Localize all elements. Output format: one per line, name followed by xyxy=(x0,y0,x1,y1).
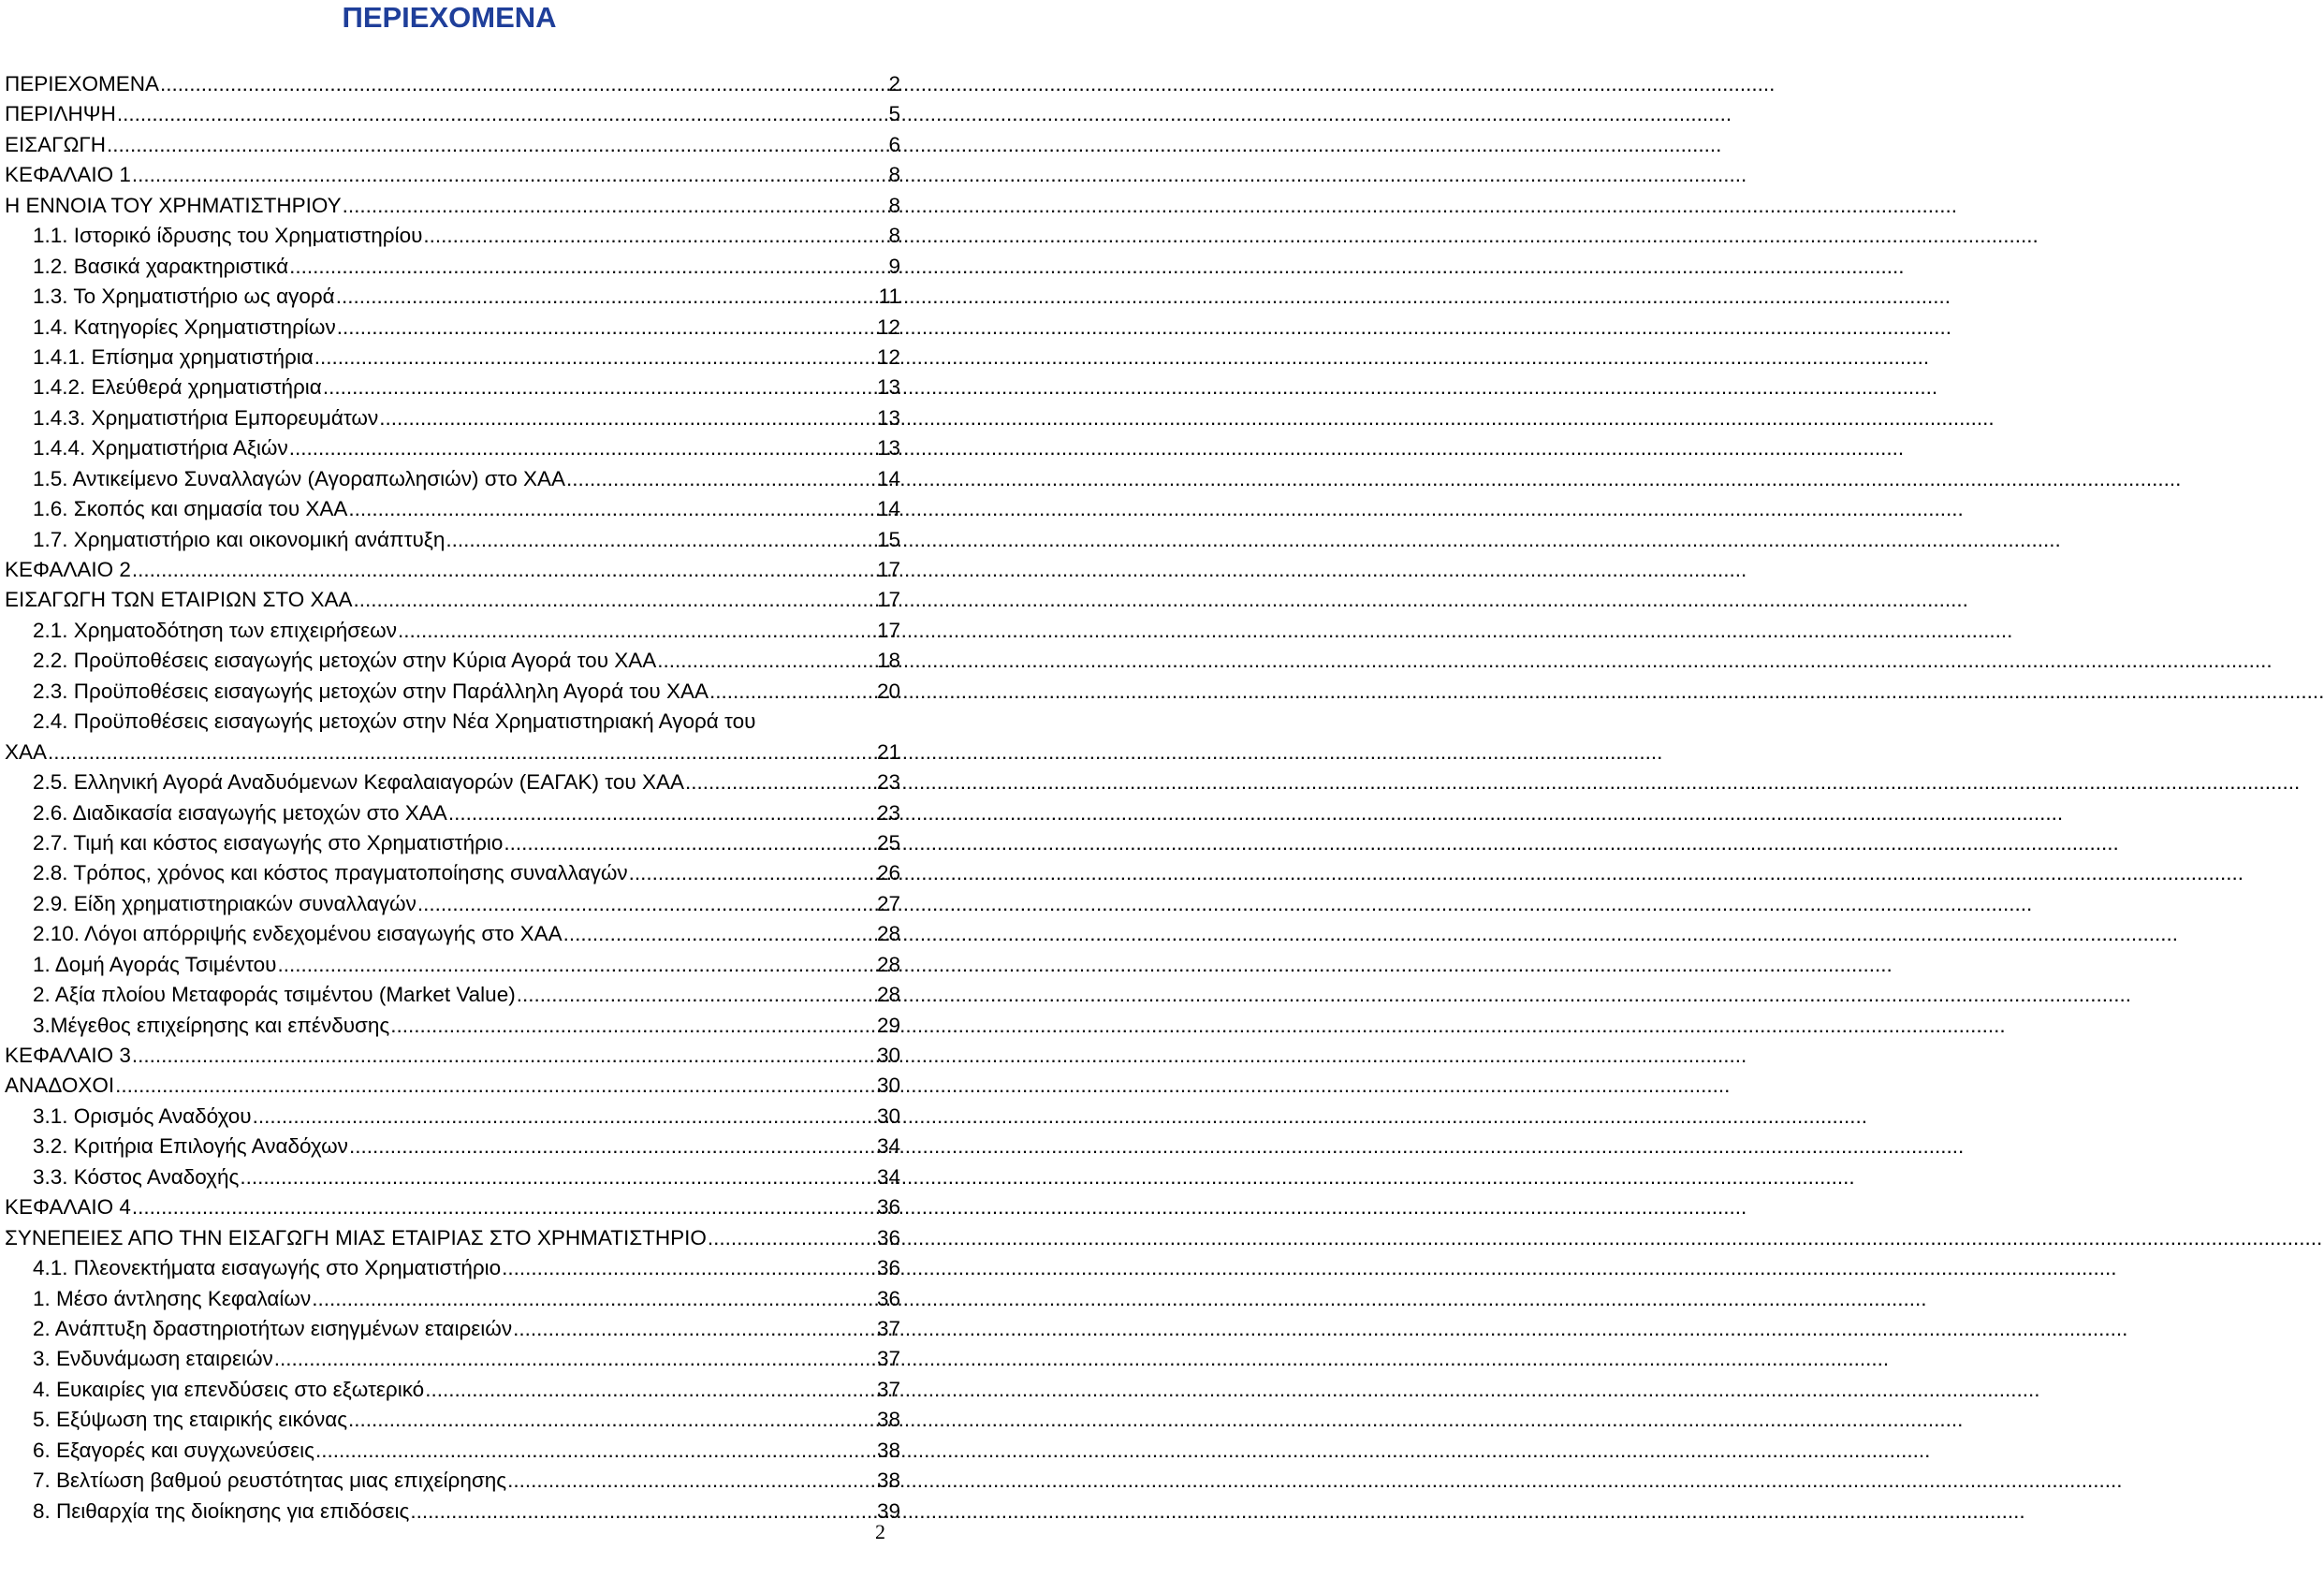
toc-entry[interactable] xyxy=(5,1192,900,1222)
toc-entry-page: 38 xyxy=(876,1438,900,1462)
toc-entry-title: 2.8. Τρόπος, χρόνος και κόστος πραγματοποίησης συναλλαγών xyxy=(33,861,628,885)
toc-entry[interactable] xyxy=(5,585,900,615)
toc-entry[interactable] xyxy=(5,677,900,707)
toc-entry-page: 26 xyxy=(876,861,900,885)
toc-entry-title: 2.3. Προϋποθέσεις εισαγωγής μετοχών στην Παράλληλη Αγορά του ΧΑΑ xyxy=(33,679,709,703)
toc-dot-leader xyxy=(132,1192,876,1222)
toc-dot-leader xyxy=(513,1314,876,1344)
toc-entry-page: 37 xyxy=(876,1316,900,1340)
toc-entry-page: 28 xyxy=(876,922,900,946)
toc-entry[interactable] xyxy=(5,160,900,190)
toc-entry[interactable] xyxy=(5,494,900,524)
toc-dot-leader xyxy=(502,1253,876,1283)
toc-entry[interactable] xyxy=(5,798,900,828)
toc-dot-leader xyxy=(343,191,888,221)
toc-entry-title: 1.1. Ιστορικό ίδρυσης του Χρηματιστηρίου xyxy=(33,224,423,248)
toc-entry-title: 1.2. Βασικά χαρακτηριστικά xyxy=(33,254,289,278)
toc-entry-title: 3. Ενδυνάμωση εταιρειών xyxy=(33,1347,273,1371)
toc-entry-title: 4.1. Πλεονεκτήματα εισαγωγής στο Χρηματιστήριο xyxy=(33,1256,502,1280)
toc-dot-leader xyxy=(323,373,876,402)
toc-entry-page: 36 xyxy=(876,1195,900,1220)
toc-entry[interactable] xyxy=(5,1314,900,1344)
toc-entry[interactable] xyxy=(5,464,900,494)
toc-entry-title: 2.1. Χρηματοδότηση των επιχειρήσεων xyxy=(33,618,398,642)
toc-entry-page: 17 xyxy=(876,558,900,581)
toc-entry-page: 13 xyxy=(876,436,900,460)
page-title: ΠΕΡΙΕΧΟΜΕΝΑ xyxy=(342,1,557,34)
toc-entry-page: 23 xyxy=(876,770,900,795)
toc-entry[interactable] xyxy=(5,1223,900,1253)
toc-entry-page: 17 xyxy=(876,588,900,612)
toc-entry[interactable] xyxy=(5,707,900,737)
toc-dot-leader xyxy=(657,646,876,676)
toc-entry[interactable] xyxy=(5,130,900,160)
toc-entry-page: 2 xyxy=(888,72,900,95)
toc-dot-leader xyxy=(274,1344,876,1374)
toc-entry-page: 18 xyxy=(876,649,900,673)
toc-dot-leader xyxy=(107,130,887,160)
toc-entry-title: 1. Δομή Αγοράς Τσιμέντου xyxy=(33,952,277,976)
toc-entry-title: 2.5. Ελληνική Αγορά Αναδυόμενων Κεφαλαιαγορών (ΕΑΓΑΚ) του ΧΑΑ xyxy=(33,770,684,795)
toc-entry-title: ΕΙΣΑΓΩΓΗ xyxy=(5,132,107,156)
toc-entry[interactable] xyxy=(5,282,900,312)
toc-entry-page: 28 xyxy=(876,952,900,976)
toc-entry-page: 34 xyxy=(876,1164,900,1189)
toc-entry-title: ΚΕΦΑΛΑΙΟ 2 xyxy=(5,558,131,581)
toc-entry-page: 36 xyxy=(876,1256,900,1280)
toc-dot-leader xyxy=(390,1011,876,1041)
toc-dot-leader xyxy=(48,738,876,767)
toc-entry-page: 6 xyxy=(888,132,900,156)
toc-entry-page: 25 xyxy=(876,830,900,855)
toc-entry-page: 28 xyxy=(876,983,900,1007)
toc-dot-leader xyxy=(563,919,876,949)
toc-entry[interactable] xyxy=(5,1041,900,1071)
toc-dot-leader xyxy=(117,99,888,129)
toc-entry-page: 27 xyxy=(876,891,900,915)
toc-entry-title: 7. Βελτίωση βαθμού ρευστότητας μιας επιχείρησης xyxy=(33,1468,507,1493)
toc-entry-page: 37 xyxy=(876,1377,900,1401)
toc-entry-page: 13 xyxy=(876,405,900,430)
toc-entry-page: 29 xyxy=(876,1013,900,1037)
toc-dot-leader xyxy=(160,69,887,99)
toc-entry-title: 4. Ευκαιρίες για επενδύσεις στο εξωτερικό xyxy=(33,1377,425,1401)
toc-entry[interactable] xyxy=(5,252,900,282)
toc-entry-title: 2.2. Προϋποθέσεις εισαγωγής μετοχών στην Κύρια Αγορά του ΧΑΑ xyxy=(33,649,657,673)
toc-entry-title: ΚΕΦΑΛΑΙΟ 3 xyxy=(5,1044,131,1067)
toc-entry-page: 21 xyxy=(876,739,900,764)
toc-entry-title: ΣΥΝΕΠΕΙΕΣ ΑΠΟ ΤΗΝ ΕΙΣΑΓΩΓΗ ΜΙΑΣ ΕΤΑΙΡΙΑΣ ΣΤΟ ΧΡΗΜΑΤΙΣΤΗΡΙΟ xyxy=(5,1225,707,1249)
toc-entry-title: 2. Ανάπτυξη δραστηριοτήτων εισηγμένων εταιρειών xyxy=(33,1316,513,1340)
toc-entry[interactable] xyxy=(5,403,900,433)
toc-dot-leader xyxy=(410,1497,876,1527)
toc-entry[interactable] xyxy=(5,1466,900,1496)
toc-dot-leader xyxy=(312,1284,876,1314)
toc-entry-title: 3.1. Ορισμός Αναδόχου xyxy=(33,1103,252,1128)
toc-entry-page: 36 xyxy=(876,1286,900,1310)
toc-entry[interactable] xyxy=(5,1102,900,1132)
toc-entry-title: ΧΑΑ xyxy=(5,739,48,764)
toc-entry-page: 37 xyxy=(876,1347,900,1371)
toc-entry-title: 2.9. Είδη χρηματιστηριακών συναλλαγών xyxy=(33,891,417,915)
toc-entry[interactable] xyxy=(5,1436,900,1466)
document-page xyxy=(0,0,899,1578)
toc-dot-leader xyxy=(349,1132,876,1162)
toc-dot-leader xyxy=(398,616,876,646)
toc-entry-title: 3.3. Κόστος Αναδοχής xyxy=(33,1164,240,1189)
toc-dot-leader xyxy=(566,464,876,494)
toc-dot-leader xyxy=(417,889,876,919)
toc-entry-page: 30 xyxy=(876,1103,900,1128)
toc-entry[interactable] xyxy=(5,616,900,646)
toc-entry[interactable] xyxy=(5,343,900,373)
toc-dot-leader xyxy=(423,221,887,251)
toc-entry[interactable] xyxy=(5,191,900,221)
toc-dot-leader xyxy=(709,677,876,707)
toc-entry-title: 1.6. Σκοπός και σημασία του ΧΑΑ xyxy=(33,497,348,521)
toc-dot-leader xyxy=(504,828,876,858)
toc-entry-page: 13 xyxy=(876,375,900,400)
toc-entry-page: 38 xyxy=(876,1408,900,1432)
toc-entry[interactable] xyxy=(5,889,900,919)
toc-entry[interactable] xyxy=(5,433,900,463)
toc-entry[interactable] xyxy=(5,767,900,797)
toc-dot-leader xyxy=(348,494,876,524)
toc-dot-leader xyxy=(132,1041,876,1071)
toc-entry-page: 8 xyxy=(888,224,900,248)
toc-dot-leader xyxy=(517,980,876,1010)
toc-dot-leader xyxy=(348,1405,876,1435)
toc-dot-leader xyxy=(277,950,876,980)
toc-dot-leader xyxy=(379,403,876,433)
toc-entry-title: ΕΙΣΑΓΩΓΗ ΤΩΝ ΕΤΑΙΡΙΩΝ ΣΤΟ ΧΑΑ xyxy=(5,588,353,612)
table-of-contents xyxy=(5,69,900,1527)
toc-entry-title: 1.4.2. Ελεύθερά χρηματιστήρια xyxy=(33,375,322,400)
toc-entry-page: 5 xyxy=(888,102,900,126)
toc-entry[interactable] xyxy=(5,221,900,251)
toc-dot-leader xyxy=(336,282,878,312)
toc-dot-leader xyxy=(425,1375,876,1405)
toc-dot-leader xyxy=(507,1466,876,1496)
toc-dot-leader xyxy=(132,555,876,585)
toc-entry[interactable] xyxy=(5,1162,900,1192)
toc-dot-leader xyxy=(685,767,876,797)
toc-entry-title: 1.4.4. Χρηματιστήρια Αξιών xyxy=(33,436,288,460)
page-number: 2 xyxy=(875,1520,885,1543)
toc-entry-title: 2.6. Διαδικασία εισαγωγής μετοχών στο ΧΑΑ xyxy=(33,800,447,825)
toc-entry-page: 14 xyxy=(876,466,900,490)
toc-entry[interactable] xyxy=(5,99,900,129)
toc-entry[interactable] xyxy=(5,1375,900,1405)
toc-entry-title: 1.5. Αντικείμενο Συναλλαγών (Αγοραπωλησιών) στο ΧΑΑ xyxy=(33,466,565,490)
toc-entry-title: 1.4.1. Επίσημα χρηματιστήρια xyxy=(33,344,314,369)
toc-entry-page: 34 xyxy=(876,1134,900,1159)
toc-entry[interactable] xyxy=(5,980,900,1010)
toc-entry-title: 5. Εξύψωση της εταιρικής εικόνας xyxy=(33,1408,348,1432)
toc-entry[interactable] xyxy=(5,919,900,949)
toc-entry-page: 12 xyxy=(876,314,900,339)
toc-entry[interactable] xyxy=(5,373,900,402)
toc-entry-title: ΚΕΦΑΛΑΙΟ 4 xyxy=(5,1195,131,1220)
toc-entry-page: 20 xyxy=(876,679,900,703)
toc-entry-title: ΠΕΡΙΕΧΟΜΕΝΑ xyxy=(5,72,160,95)
toc-entry[interactable] xyxy=(5,1132,900,1162)
toc-entry-page: 12 xyxy=(876,344,900,369)
toc-entry-page: 14 xyxy=(876,497,900,521)
toc-entry[interactable] xyxy=(5,1011,900,1041)
toc-dot-leader xyxy=(353,585,875,615)
toc-entry[interactable] xyxy=(5,555,900,585)
toc-entry[interactable] xyxy=(5,646,900,676)
toc-dot-leader xyxy=(253,1102,876,1132)
toc-entry[interactable] xyxy=(5,1497,900,1527)
toc-dot-leader xyxy=(337,313,876,343)
toc-entry[interactable] xyxy=(5,1253,900,1283)
toc-entry[interactable] xyxy=(5,1344,900,1374)
toc-entry-page: 9 xyxy=(888,254,900,278)
toc-entry-page: 8 xyxy=(888,163,900,187)
toc-entry-page: 38 xyxy=(876,1468,900,1493)
toc-entry-title: 1.4.3. Χρηματιστήρια Εμπορευμάτων xyxy=(33,405,379,430)
toc-dot-leader xyxy=(289,252,887,282)
toc-entry-page: 8 xyxy=(888,193,900,217)
toc-entry[interactable] xyxy=(5,950,900,980)
toc-entry-page: 39 xyxy=(876,1498,900,1523)
toc-entry-title: 1.4. Κατηγορίες Χρηματιστηρίων xyxy=(33,314,336,339)
toc-entry-title: 1.7. Χρηματιστήριο και οικονομική ανάπτυξη xyxy=(33,527,446,551)
toc-dot-leader xyxy=(315,1436,876,1466)
toc-entry-page: 15 xyxy=(876,527,900,551)
toc-dot-leader xyxy=(289,433,876,463)
toc-dot-leader xyxy=(446,525,876,555)
toc-entry-page: 23 xyxy=(876,800,900,825)
toc-entry-title: 8. Πειθαρχία της διοίκησης για επιδόσεις xyxy=(33,1498,410,1523)
toc-dot-leader xyxy=(448,798,876,828)
toc-entry[interactable] xyxy=(5,828,900,858)
toc-entry[interactable] xyxy=(5,1405,900,1435)
toc-entry-title: 6. Εξαγορές και συγχωνεύσεις xyxy=(33,1438,314,1462)
toc-entry-page: 17 xyxy=(876,618,900,642)
toc-dot-leader xyxy=(115,1071,876,1101)
toc-entry-title: ΠΕΡΙΛΗΨΗ xyxy=(5,102,116,126)
toc-dot-leader xyxy=(132,160,888,190)
toc-entry[interactable] xyxy=(5,1284,900,1314)
toc-entry[interactable] xyxy=(5,1071,900,1101)
toc-entry[interactable] xyxy=(5,858,900,888)
toc-dot-leader xyxy=(708,1223,876,1253)
toc-dot-leader xyxy=(240,1162,876,1192)
toc-entry-title: 1. Μέσο άντλησης Κεφαλαίων xyxy=(33,1286,312,1310)
toc-entry-page: 36 xyxy=(876,1225,900,1249)
toc-entry[interactable] xyxy=(5,738,900,767)
toc-entry-title: 2.4. Προϋποθέσεις εισαγωγής μετοχών στην Νέα Χρηματιστηριακή Αγορά του xyxy=(33,709,756,734)
toc-entry[interactable] xyxy=(5,313,900,343)
toc-entry-page: 30 xyxy=(876,1074,900,1098)
toc-entry-title: 2.7. Τιμή και κόστος εισαγωγής στο Χρηματιστήριο xyxy=(33,830,504,855)
toc-entry-title: 2.10. Λόγοι απόρριψής ενδεχομένου εισαγωγής στο ΧΑΑ xyxy=(33,922,563,946)
toc-dot-leader xyxy=(629,858,876,888)
toc-entry[interactable] xyxy=(5,69,900,99)
toc-entry-page: 30 xyxy=(876,1044,900,1067)
toc-entry-title: ΚΕΦΑΛΑΙΟ 1 xyxy=(5,163,131,187)
toc-dot-leader xyxy=(314,343,876,373)
toc-entry-title: 3.Μέγεθος επιχείρησης και επένδυσης xyxy=(33,1013,390,1037)
toc-entry-title: 2. Αξία πλοίου Μεταφοράς τσιμέντου (Market Value) xyxy=(33,983,516,1007)
toc-entry-title: ΑΝΑΔΟΧΟΙ xyxy=(5,1074,115,1098)
toc-entry-page: 11 xyxy=(878,285,900,309)
toc-entry-title: Η ΕΝΝΟΙΑ ΤΟΥ ΧΡΗΜΑΤΙΣΤΗΡΙΟΥ xyxy=(5,193,342,217)
toc-entry[interactable] xyxy=(5,525,900,555)
toc-entry-title: 1.3. Το Χρηματιστήριο ως αγορά xyxy=(33,285,335,309)
toc-entry-title: 3.2. Κριτήρια Επιλογής Αναδόχων xyxy=(33,1134,348,1159)
